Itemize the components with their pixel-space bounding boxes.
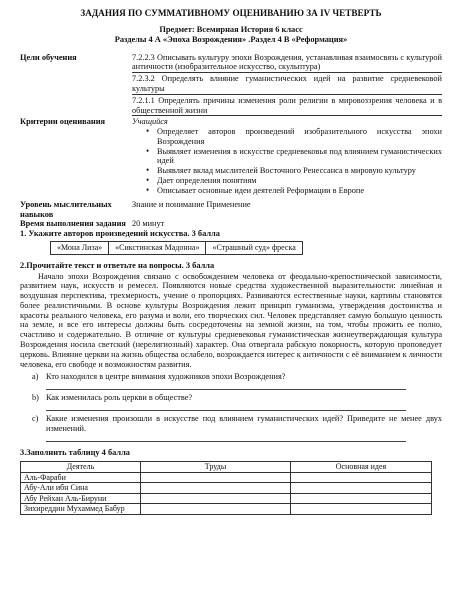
goal-item: 7.2.2.3 Описывать культуру эпохи Возрождения, устанавливая взаимосвязь с культурой античности (изобразительное искусство, скульптура): [132, 52, 442, 72]
time-value: 20 минут: [132, 219, 165, 229]
answer-line[interactable]: [46, 434, 406, 442]
criteria-lead: Учащийся: [132, 117, 168, 127]
question-item: [20, 414, 442, 434]
sections-line: Разделы 4 А «Эпоха Возрождения» .Раздел 4 В «Реформация»: [114, 34, 348, 44]
idea-cell[interactable]: [291, 472, 432, 483]
criteria-block: [132, 117, 442, 195]
artwork-cell: «Мона Лиза»: [51, 242, 109, 254]
answer-line[interactable]: [46, 403, 406, 411]
question-number: a): [32, 372, 39, 382]
works-cell[interactable]: [141, 483, 291, 494]
column-header: Основная идея: [291, 462, 432, 473]
works-cell[interactable]: [141, 493, 291, 504]
worksheet-title: ЗАДАНИЯ ПО СУММАТИВНОМУ ОЦЕНИВАНИЮ ЗА IV ЧЕТВЕРТЬ: [80, 8, 382, 18]
question-number: b): [32, 393, 39, 403]
thinker-name: Зихиреддин Мухаммед Бабур: [21, 504, 141, 515]
answer-line[interactable]: [46, 382, 406, 390]
artworks-table: [50, 241, 303, 254]
task2-title: 2.Прочитайте текст и ответьте на вопросы. 3 балла: [20, 260, 215, 270]
time-label: Время выполнения задания: [20, 219, 126, 229]
idea-cell[interactable]: [291, 504, 432, 515]
works-cell[interactable]: [141, 504, 291, 515]
question-item: [20, 372, 442, 382]
criteria-item: • Выявляет вклад мыслителей Восточного Ренессанса в мировую культуру: [146, 166, 442, 176]
table-row: [21, 472, 432, 483]
levels-label: Уровень мыслительных навыков: [20, 199, 112, 219]
criteria-item: • Описывает основные идеи деятелей Реформации в Европе: [146, 186, 442, 196]
criteria-item: • Дает определения понятиям: [146, 176, 442, 186]
criteria-list: [132, 127, 442, 195]
thinker-name: Аль-Фараби: [21, 472, 141, 483]
idea-cell[interactable]: [291, 483, 432, 494]
works-cell[interactable]: [141, 472, 291, 483]
thinker-name: Абу Рейхан Аль-Бируни: [21, 493, 141, 504]
task3-title: 3.Заполнить таблицу 4 балла: [20, 447, 130, 457]
subject-line: Предмет: Всемирная История 6 класс: [159, 24, 303, 34]
criteria-label: Критерии оценивания: [20, 117, 106, 127]
table-row: [21, 504, 432, 515]
column-header: Труды: [141, 462, 291, 473]
question-text: Как изменилась роль церкви в обществе?: [46, 393, 193, 403]
question-text: Кто находился в центре внимания художников эпохи Возрождения?: [46, 372, 286, 382]
goals-label: Цели обучения: [20, 52, 77, 62]
artwork-cell: «Страшный суд» фреска: [206, 242, 302, 254]
goal-item: 7.2.3.2 Определять влияние гуманистических идей на развитие средневековой культуры: [132, 74, 442, 94]
table-row: [21, 483, 432, 494]
question-number: c): [32, 413, 39, 423]
column-header: Деятель: [21, 462, 141, 473]
reading-text: Начало эпохи Возрождения связано с освобождением человека от феодально-крепостнической зависимости, развитием наук, искусств и ремесел. Появляются новые средства художественной выразительности: линейная и воздушная перспектива, трехмерность, учение о пропорциях. Развиваются естественные науки, картины становятся более реалистичными. В основе культуры Возрождения лежит принцип гуманизма, утверждения достоинства и красоты реального человека, его разума и воли, его творческих сил. Человек представляет самую большую ценность на земле, и все его интересы должны быть сосредоточены на земной жизни, на том, чтобы прожить ее полно, счастливо и содержательно. В отличие от культуры средневековья гуманистическая жизнеутверждающая культура Возрождения носила светский (нерелигиозный) характер. Она отвергала рабскую покорность, которую проповедует церковь. Влияние церкви на жизнь общества ослабело, возрождается интерес к античности с её вниманием к личности человека, его свободе и возможностям развития.: [20, 271, 442, 369]
goal-item: 7.2.1.1 Определять причины изменения роли религии в мировоззрения человека и в общественной жизни: [132, 95, 442, 115]
idea-cell[interactable]: [291, 493, 432, 504]
table-header-row: [21, 462, 432, 473]
criteria-item: • Определяет авторов произведений изобразительного искусства эпохи Возрождения: [146, 127, 442, 147]
question-text: Какие изменения произошли в искусстве под влиянием гуманистических идей? Приведите не менее двух изменений.: [46, 413, 442, 433]
question-item: [20, 393, 442, 403]
goals-list: [132, 53, 442, 118]
thinkers-table: [20, 461, 432, 515]
criteria-item: • Выявляет изменения в искусстве средневековья под влиянием гуманистических идей: [146, 147, 442, 167]
artwork-cell: «Сикстинская Мадонна»: [109, 242, 206, 254]
thinker-name: Абу-Али ибн Сина: [21, 483, 141, 494]
table-row: [21, 493, 432, 504]
levels-value: Знание и понимание Применение: [132, 199, 251, 209]
task1-title: 1. Укажите авторов произведений искусства. 3 балла: [20, 229, 220, 239]
assessment-meta-table: [20, 53, 442, 230]
